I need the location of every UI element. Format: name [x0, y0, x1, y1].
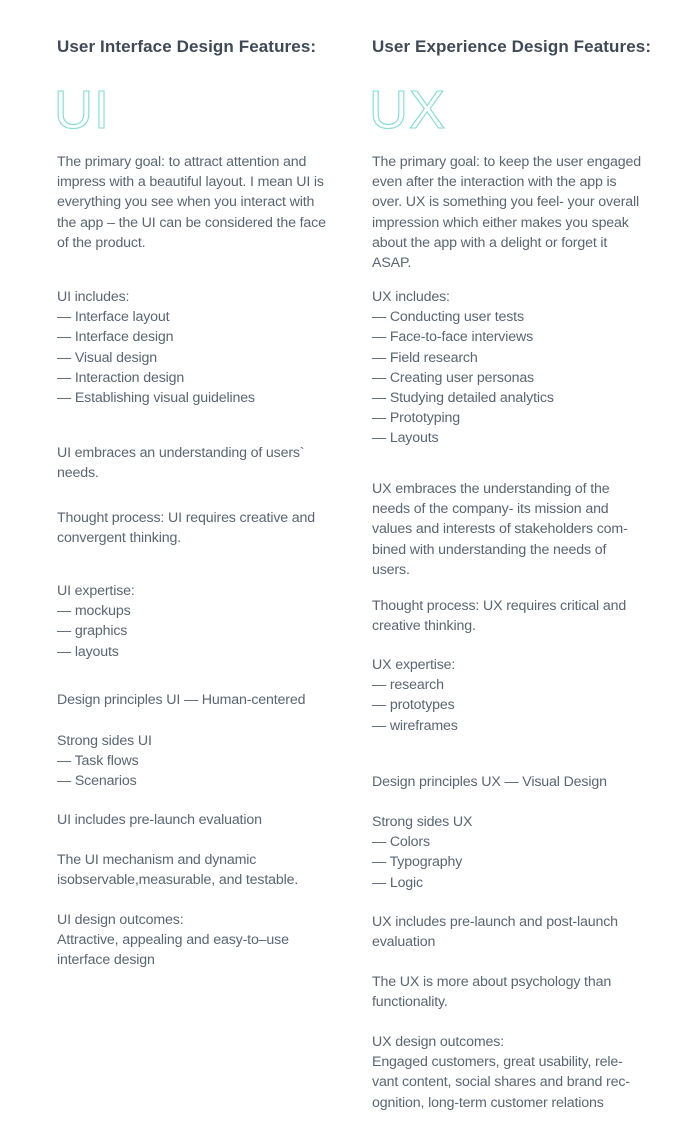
text-line: Strong sides UX — [372, 814, 473, 830]
text-line: values and interests of stakeholders com- — [372, 521, 628, 538]
text-line: UX includes pre-launch and post-launch — [372, 914, 618, 930]
text-line: ASAP. — [372, 255, 412, 272]
text-line: — Typography — [372, 854, 463, 871]
text-line: UI includes: — [57, 289, 130, 305]
text-line: Design principles UX — Visual Design — [372, 774, 607, 790]
ui-thought-process — [57, 508, 315, 548]
text-line: vant content, social shares and brand rec- — [372, 1074, 630, 1091]
text-line: — mockups — [57, 603, 131, 620]
ui-heading: User Interface Design Features: — [57, 37, 317, 56]
text-line: over. UX is something you feel- your overall — [372, 194, 640, 211]
text-line: — Conducting user tests — [372, 309, 524, 326]
text-line: interface design — [57, 952, 155, 969]
text-line: creative thinking. — [372, 618, 476, 635]
text-line: — graphics — [57, 623, 128, 640]
ux-heading: User Experience Design Features: — [372, 37, 652, 56]
text-line: UI includes pre-launch evaluation — [57, 812, 262, 828]
ux-evaluation — [372, 912, 618, 952]
text-line: isobservable,measurable, and testable. — [57, 872, 299, 889]
text-line: evaluation — [372, 934, 436, 951]
text-line: The primary goal: to attract attention and — [57, 154, 307, 170]
text-line: UX includes: — [372, 289, 450, 305]
text-line: — Layouts — [372, 430, 439, 447]
text-line: The UI mechanism and dynamic — [57, 852, 257, 868]
ux-includes — [372, 287, 554, 449]
ui-mechanism — [57, 850, 298, 890]
ux-psychology — [372, 972, 611, 1012]
ux-outcomes — [372, 1032, 630, 1113]
text-line: everything you see when you interact with — [57, 194, 315, 211]
text-line: Thought process: UX requires critical and — [372, 598, 627, 614]
text-line: ognition, long-term customer relations — [372, 1094, 604, 1111]
ui-includes — [57, 287, 255, 408]
text-line: impression which either makes you speak — [372, 214, 629, 231]
ui-outcomes — [57, 910, 289, 971]
text-line: Engaged customers, great usability, rele- — [372, 1054, 623, 1071]
text-line: users. — [372, 561, 410, 578]
text-line: UI expertise: — [57, 583, 135, 599]
text-line: — Visual design — [57, 349, 158, 366]
ui-design-principles — [57, 690, 305, 710]
ux-thought-process — [372, 596, 626, 636]
ux-goal — [372, 152, 641, 273]
ui-goal — [57, 152, 326, 253]
text-line: Design principles UI — Human-centered — [57, 692, 306, 708]
text-line: UX design outcomes: — [372, 1034, 505, 1050]
text-line: of the product. — [57, 234, 146, 251]
text-line: UI design outcomes: — [57, 912, 184, 928]
text-line: functionality. — [372, 994, 448, 1011]
text-line: Attractive, appealing and easy-to–use — [57, 932, 289, 949]
ui-evaluation — [57, 810, 262, 830]
ui-embraces — [57, 443, 304, 483]
text-line: — prototypes — [372, 697, 455, 714]
text-line: UX expertise: — [372, 657, 456, 673]
text-line: — Task flows — [57, 753, 139, 770]
text-line: — Scenarios — [57, 773, 137, 790]
text-line: — layouts — [57, 643, 119, 660]
text-line: — research — [372, 677, 444, 694]
text-line: Strong sides UI — [57, 733, 152, 749]
text-line: bined with understanding the needs of — [372, 541, 607, 558]
text-line: needs. — [57, 465, 99, 482]
ui-expertise — [57, 581, 135, 662]
text-line: needs of the company- its mission and — [372, 501, 609, 518]
text-line: — Studying detailed analytics — [372, 390, 554, 407]
ui-strong-sides — [57, 731, 152, 792]
text-line: — Prototyping — [372, 410, 460, 427]
text-line: — Field research — [372, 349, 478, 366]
text-line: — Establishing visual guidelines — [57, 390, 255, 407]
text-line: — Interaction design — [57, 369, 185, 386]
text-line: — Interface design — [57, 329, 174, 346]
text-line: UI embraces an understanding of users` — [57, 445, 305, 461]
text-line: — Face-to-face interviews — [372, 329, 534, 346]
text-line: The primary goal: to keep the user engaged — [372, 154, 641, 170]
text-line: — Creating user personas — [372, 369, 535, 386]
text-line: — Interface layout — [57, 309, 170, 326]
ui-big-label: UI — [54, 80, 110, 140]
text-line: — wireframes — [372, 717, 458, 734]
text-line: even after the interaction with the app is — [372, 174, 617, 191]
ux-strong-sides — [372, 812, 472, 893]
ux-expertise — [372, 655, 458, 736]
text-line: UX embraces the understanding of the — [372, 481, 610, 497]
ux-big-label: UX — [369, 80, 447, 140]
text-line: the app – the UI can be considered the face — [57, 214, 326, 231]
text-line: The UX is more about psychology than — [372, 974, 612, 990]
text-line: convergent thinking. — [57, 530, 181, 547]
text-line: — Colors — [372, 834, 430, 851]
text-line: — Logic — [372, 874, 423, 891]
ux-design-principles — [372, 772, 607, 792]
ux-embraces — [372, 479, 628, 580]
text-line: impress with a beautiful layout. I mean UI is — [57, 174, 324, 191]
text-line: about the app with a delight or forget it — [372, 234, 608, 251]
text-line: Thought process: UI requires creative and — [57, 510, 316, 526]
